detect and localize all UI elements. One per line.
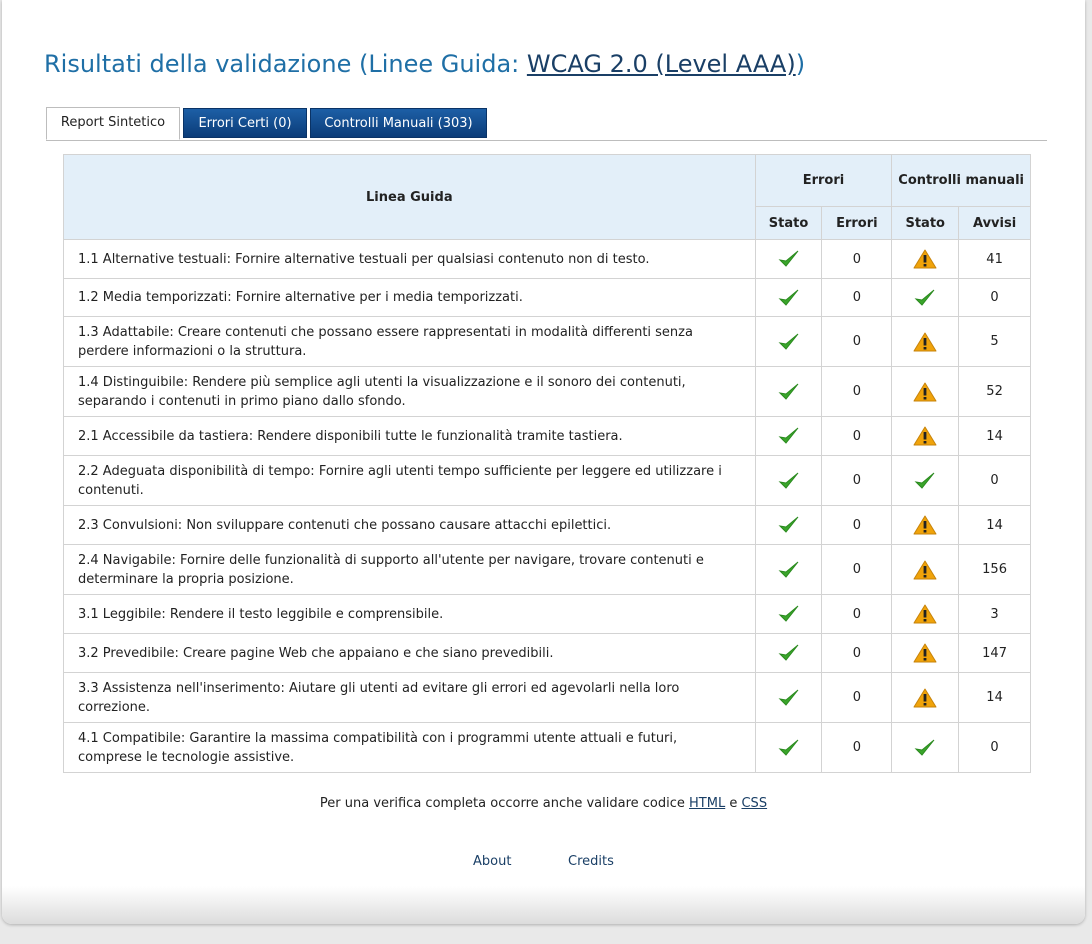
errors-state-cell [755,240,822,279]
errors-count: 0 [822,317,892,367]
html-validator-link[interactable]: HTML [689,796,726,811]
manual-state-cell [892,456,959,506]
note-conj: e [725,796,742,811]
errors-count: 0 [822,279,892,317]
col-group-errors: Errori [755,155,892,207]
guideline-text: 2.2 Adeguata disponibilità di tempo: Fornire agli utenti tempo sufficiente per leggere ed utilizzare i contenuti. [64,456,756,506]
warning-icon [913,382,937,402]
errors-state-cell [755,673,822,723]
errors-state-cell [755,723,822,773]
warnings-count: 14 [959,417,1031,456]
col-header-warnings: Avvisi [959,207,1031,240]
errors-count: 0 [822,456,892,506]
warnings-count: 52 [959,367,1031,417]
guideline-text: 1.2 Media temporizzati: Fornire alternative per i media temporizzati. [64,279,756,317]
guideline-text: 1.4 Distinguibile: Rendere più semplice agli utenti la visualizzazione e il sonoro dei contenuti, separando i contenuti in primo piano dallo sfondo. [64,367,756,417]
guideline-row [64,456,1031,506]
check-icon [778,737,800,759]
errors-state-cell [755,545,822,595]
check-icon [778,331,800,353]
guideline-row [64,634,1031,673]
page-title-prefix: Risultati della validazione (Linee Guida: [44,50,527,78]
tab-controlli-manuali[interactable]: Controlli Manuali (303) [310,108,487,138]
warning-icon [913,643,937,663]
tab-bar [46,107,1047,141]
check-icon [914,737,936,759]
errors-count: 0 [822,417,892,456]
errors-state-cell [755,417,822,456]
page-container [2,0,1085,924]
manual-state-cell [892,545,959,595]
check-icon [778,470,800,492]
manual-state-cell [892,240,959,279]
guideline-row [64,723,1031,773]
guideline-text: 2.3 Convulsioni: Non sviluppare contenuti che possano causare attacchi epilettici. [64,506,756,545]
page-title-suffix: ) [795,50,806,78]
check-icon [778,425,800,447]
errors-count: 0 [822,595,892,634]
tab-errori-certi[interactable]: Errori Certi (0) [183,108,307,138]
css-validator-link[interactable]: CSS [741,796,768,811]
guideline-row [64,367,1031,417]
errors-count: 0 [822,506,892,545]
check-icon [778,642,800,664]
guideline-row [64,545,1031,595]
guideline-row [64,673,1031,723]
page-bottom-shade [2,886,1085,924]
guideline-text: 4.1 Compatibile: Garantire la massima compatibilità con i programmi utente attuali e futuri, comprese le tecnologie assistive. [64,723,756,773]
guideline-text: 3.3 Assistenza nell'inserimento: Aiutare gli utenti ad evitare gli errori ed agevolarli nella loro correzione. [64,673,756,723]
errors-count: 0 [822,673,892,723]
errors-count: 0 [822,545,892,595]
tab-report-sintetico[interactable]: Report Sintetico [46,107,180,140]
credits-link[interactable]: Credits [568,854,614,869]
warnings-count: 14 [959,673,1031,723]
results-table [63,154,1031,773]
warning-icon [913,515,937,535]
manual-state-cell [892,417,959,456]
guideline-text: 1.1 Alternative testuali: Fornire alternative testuali per qualsiasi contenuto non di testo. [64,240,756,279]
manual-state-cell [892,367,959,417]
errors-state-cell [755,506,822,545]
warning-icon [913,249,937,269]
errors-state-cell [755,634,822,673]
manual-state-cell [892,634,959,673]
check-icon [778,559,800,581]
check-icon [778,603,800,625]
warning-icon [913,426,937,446]
warnings-count: 147 [959,634,1031,673]
errors-state-cell [755,595,822,634]
warnings-count: 0 [959,279,1031,317]
guideline-row [64,317,1031,367]
warning-icon [913,560,937,580]
errors-count: 0 [822,367,892,417]
warnings-count: 5 [959,317,1031,367]
guideline-link[interactable]: WCAG 2.0 (Level AAA) [526,50,796,78]
warnings-count: 0 [959,456,1031,506]
col-header-errors: Errori [822,207,892,240]
check-icon [778,514,800,536]
results-body [64,240,1031,773]
guideline-row [64,506,1031,545]
errors-state-cell [755,456,822,506]
errors-state-cell [755,367,822,417]
warning-icon [913,688,937,708]
warning-icon [913,604,937,624]
manual-state-cell [892,595,959,634]
errors-count: 0 [822,634,892,673]
guideline-row [64,279,1031,317]
check-icon [778,248,800,270]
errors-state-cell [755,279,822,317]
manual-state-cell [892,279,959,317]
about-link[interactable]: About [473,854,512,869]
warnings-count: 3 [959,595,1031,634]
guideline-text: 2.4 Navigabile: Fornire delle funzionalità di supporto all'utente per navigare, trovare contenuti e determinare la propria posizione. [64,545,756,595]
warnings-count: 156 [959,545,1031,595]
manual-state-cell [892,317,959,367]
guideline-text: 3.2 Prevedibile: Creare pagine Web che appaiano e che siano prevedibili. [64,634,756,673]
guideline-row [64,417,1031,456]
check-icon [778,381,800,403]
note-text: Per una verifica completa occorre anche validare codice [319,796,690,811]
warnings-count: 0 [959,723,1031,773]
col-header-err-state: Stato [755,207,822,240]
warnings-count: 14 [959,506,1031,545]
check-icon [778,287,800,309]
check-icon [778,687,800,709]
guideline-text: 1.3 Adattabile: Creare contenuti che possano essere rappresentati in modalità differenti senza perdere informazioni o la struttura. [64,317,756,367]
errors-state-cell [755,317,822,367]
validation-note [2,796,1085,811]
guideline-row [64,240,1031,279]
warnings-count: 41 [959,240,1031,279]
guideline-text: 2.1 Accessibile da tastiera: Rendere disponibili tutte le funzionalità tramite tastiera. [64,417,756,456]
check-icon [914,287,936,309]
col-header-man-state: Stato [892,207,959,240]
errors-count: 0 [822,723,892,773]
manual-state-cell [892,506,959,545]
errors-count: 0 [822,240,892,279]
check-icon [914,470,936,492]
manual-state-cell [892,673,959,723]
col-header-guideline: Linea Guida [64,155,756,240]
manual-state-cell [892,723,959,773]
page-title [44,50,805,78]
guideline-text: 3.1 Leggibile: Rendere il testo leggibile e comprensibile. [64,595,756,634]
warning-icon [913,332,937,352]
guideline-row [64,595,1031,634]
col-group-manual: Controlli manuali [892,155,1031,207]
